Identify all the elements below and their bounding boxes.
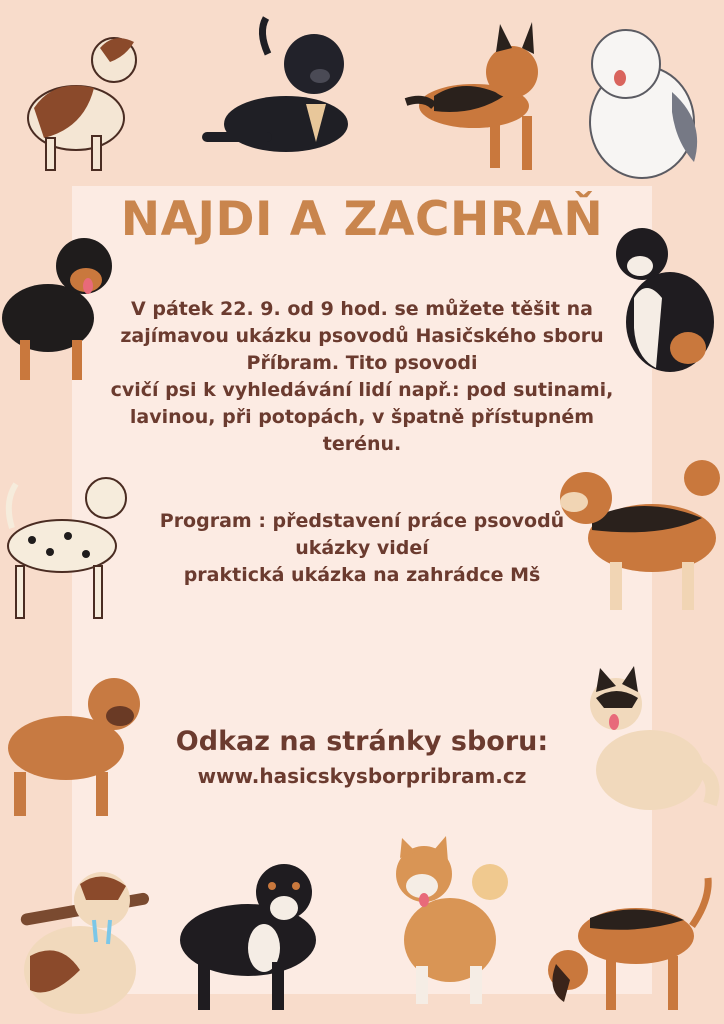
intro-text <box>92 296 632 458</box>
dog-icon <box>540 870 716 1016</box>
intro-line: lavinou, při potopách, v špatně přístupném <box>129 406 595 428</box>
program-line: praktická ukázka na zahrádce Mš <box>183 564 541 586</box>
dog-icon <box>404 16 554 176</box>
intro-line: cvičí psi k vyhledávání lidí např.: pod sutinami, <box>110 379 614 401</box>
dog-icon <box>576 22 712 186</box>
intro-line: zajímavou ukázku psovodů Hasičského sboru <box>120 325 604 347</box>
link-heading: Odkaz na stránky sboru: <box>175 726 549 757</box>
dog-icon <box>168 852 332 1016</box>
intro-line: terénu. <box>322 433 402 455</box>
poster-title: NAJDI A ZACHRAŇ <box>120 192 604 247</box>
program-line: ukázky videí <box>295 537 429 559</box>
dog-icon <box>10 860 154 1020</box>
intro-line: Příbram. Tito psovodi <box>246 352 478 374</box>
dog-icon <box>196 14 366 174</box>
program-text <box>92 508 632 589</box>
dog-icon <box>14 18 154 178</box>
program-line: Program : představení práce psovodů <box>159 510 565 532</box>
website-link[interactable]: www.hasicskysborpribram.cz <box>197 764 527 788</box>
intro-line: V pátek 22. 9. od 9 hod. se můžete těšit na <box>131 298 593 320</box>
dog-icon <box>386 836 520 1008</box>
